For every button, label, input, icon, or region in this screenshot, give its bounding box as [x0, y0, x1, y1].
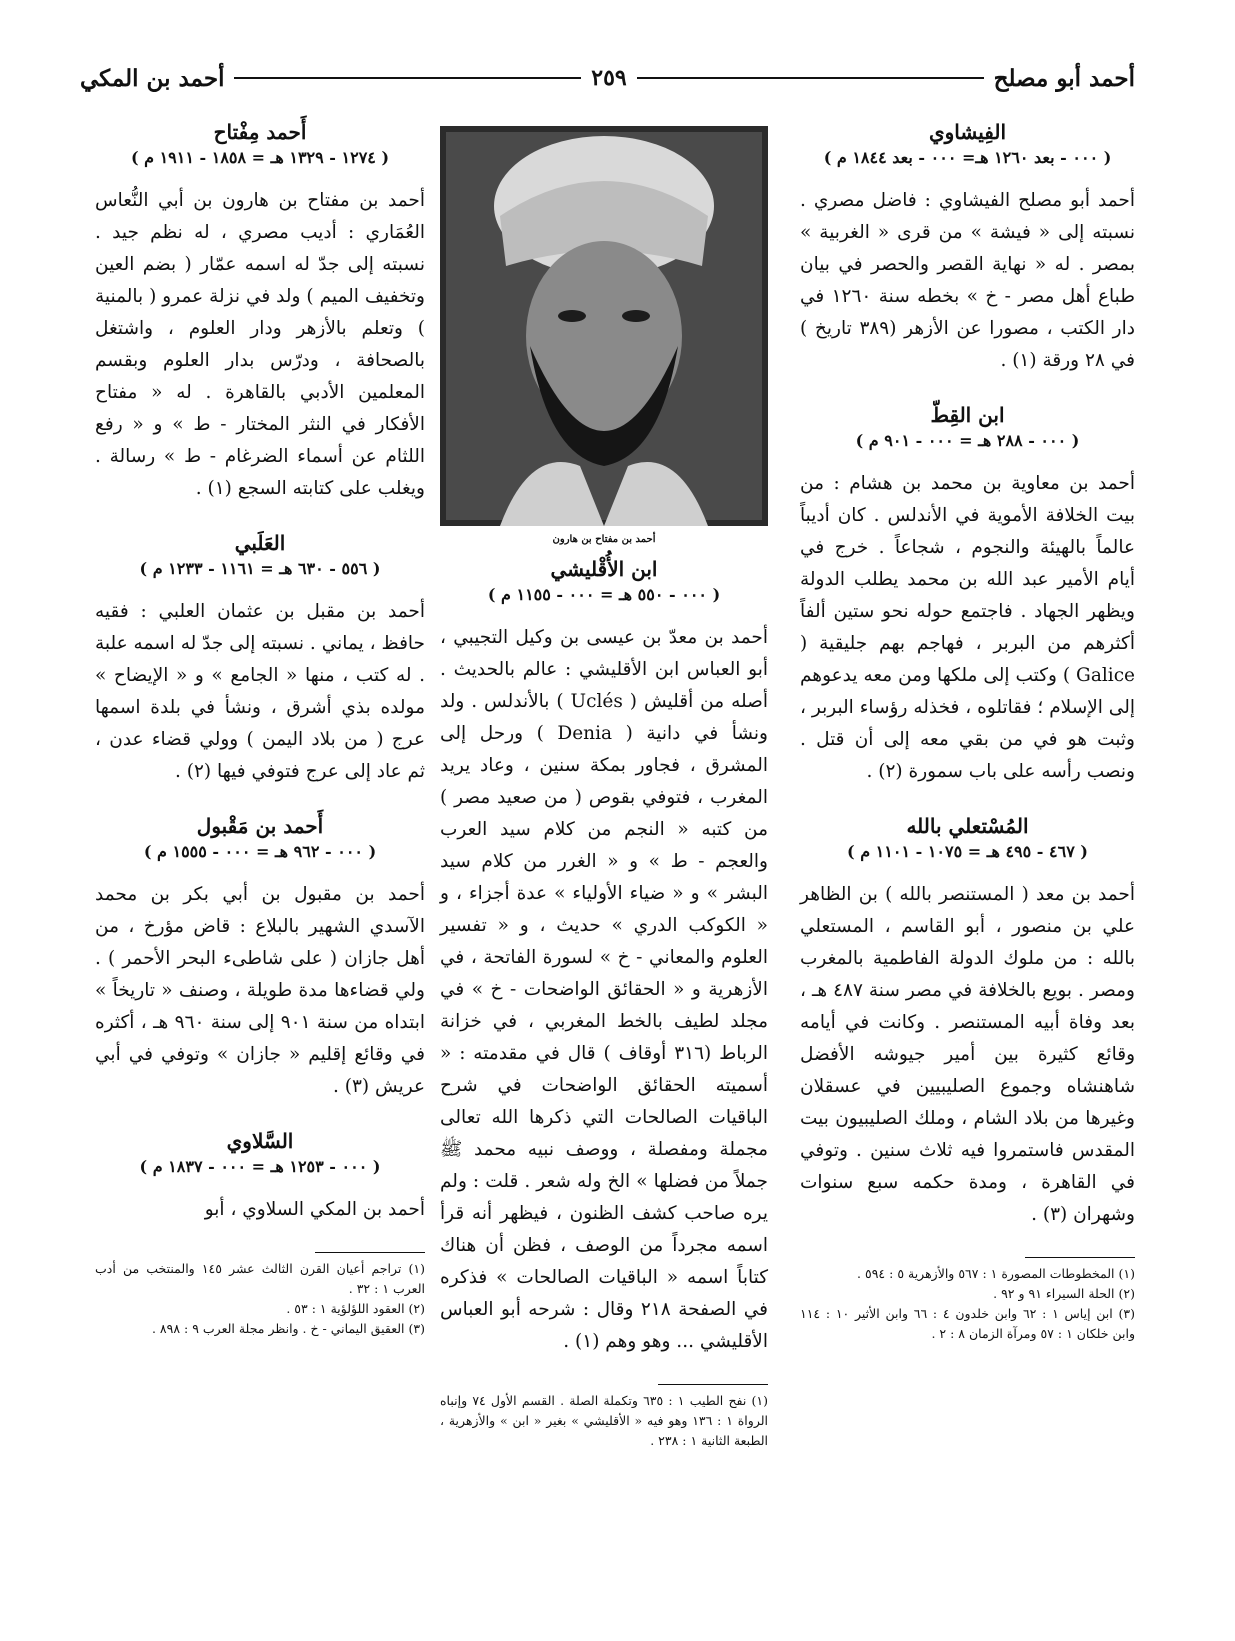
footnote: (٢) العقود اللؤلؤية ١ : ٥٣ . — [286, 1301, 425, 1316]
entry-body: أحمد بن مفتاح بن هارون بن أبي النُّعاس العُمَاري : أديب مصري ، له نظم جيد . نسبته إلى جدّ له اسمه عمّار ( بضم العين وتخفيف الميم ) ولد في نزلة عمرو ( بالمنية ) وتعلم بالأزهر ودار العلوم ، واشتغل بالصحافة ، ودرّس بدار العلوم وبقسم المعلمين الأدبي بالقاهرة . له « مفتاح الأفكار في النثر المختار - ط » و « رفع اللثام عن أسماء الضرغام - ط » رسالة . ويغلب على كتابته السجع (١) . — [95, 190, 425, 499]
portrait-photo — [440, 126, 768, 526]
footnote-rule — [1025, 1257, 1135, 1258]
entry-heading: المُسْتعلي بالله — [906, 814, 1029, 838]
entry — [440, 557, 768, 1358]
header-left-name: أحمد بن المكي — [79, 64, 225, 92]
right-column — [800, 120, 1135, 1344]
left-column — [95, 120, 425, 1339]
entry-dates: ( ٠٠٠ - ٩٦٢ هـ = ٠٠٠ - ١٥٥٥ م ) — [143, 842, 377, 861]
entry — [95, 120, 425, 505]
entry-heading: ابن الأُقْليشي — [550, 557, 658, 581]
entry-dates: ( ٠٠٠ - ٢٨٨ هـ = ٠٠٠ - ٩٠١ م ) — [855, 431, 1080, 450]
entry-heading: السَّلاوي — [226, 1129, 294, 1153]
entry-body: أحمد بن مقبل بن عثمان العلبي : فقيه حافظ ، يماني . نسبته إلى جدّ له اسمه علبة . له كتب ، منها « الجامع » و « الإيضاح » مولده بذي أشرق ، ونشأ في بلدة اسمها عرج ( من بلاد اليمن ) وولي قضاء عدن ، ثم عاد إلى عرج فتوفي فيها (٢) . — [95, 601, 425, 782]
entry-body: أحمد بن مقبول بن أبي بكر بن محمد الآسدي الشهير بالبلاع : قاض مؤرخ ، من أهل جازان ( على شاطىء البحر الأحمر ) . ولي قضاءها مدة طويلة ، وصنف « تاريخاً » ابتداه من سنة ٩٠١ إلى سنة ٩٦٠ هـ ، أكثره في وقائع إقليم « جازان » وتوفي في أبي عريش (٣) . — [95, 884, 425, 1097]
entry — [800, 403, 1135, 788]
photo-caption: أحمد بن مفتاح بن هارون — [552, 534, 656, 545]
entry-dates: ( ٥٥٦ - ٦٣٠ هـ = ١١٦١ - ١٢٣٣ م ) — [139, 559, 381, 578]
entry — [95, 531, 425, 788]
entry-dates: ( ٤٦٧ - ٤٩٥ هـ = ١٠٧٥ - ١١٠١ م ) — [847, 842, 1088, 861]
entry — [800, 814, 1135, 1231]
entry-body: أحمد بن معد ( المستنصر بالله ) بن الظاهر علي بن منصور ، أبو القاسم ، المستعلي بالله : من ملوك الدولة الفاطمية بالمغرب ومصر . بويع بالخلافة في مصر سنة ٤٨٧ هـ ، بعد وفاة أبيه المستنصر . وكانت في أيامه وقائع كثيرة بين أمير جيوشه الأفضل شاهنشاه وجموع الصليبيين في عسقلان وغيرها من بلاد الشام ، وملك الصليبيون بيت المقدس فاستمروا فيه ثلاث سنين . وتوفي في القاهرة ، ومدة حكمه سبع سنوات وشهران (٣) . — [800, 884, 1135, 1225]
entry-body: أحمد أبو مصلح الفيشاوي : فاضل مصري . نسبته إلى « فيشة » من قرى « الغربية » بمصر . له « نهاية القصر والحصر في بيان طباع أهل مصر - خ » بخطه سنة ١٢٦٠ في دار الكتب ، مصورا عن الأزهر (٣٨٩ تاريخ ) في ٢٨ ورقة (١) . — [800, 190, 1135, 371]
header-rule — [234, 77, 581, 79]
entry — [95, 1129, 425, 1226]
footnote-rule — [658, 1384, 768, 1385]
footnote: (١) المخطوطات المصورة ١ : ٥٦٧ والأزهرية ٥ : ٥٩٤ . — [857, 1266, 1135, 1281]
header-rule — [637, 77, 984, 79]
entry — [800, 120, 1135, 377]
entry-heading: العَلَبي — [234, 531, 286, 555]
footnote: (١) تراجم أعيان القرن الثالث عشر ١٤٥ والمنتخب من أدب العرب ١ : ٣٢ . — [95, 1261, 425, 1296]
entry-body: أحمد بن معدّ بن عيسى بن وكيل التجيبي ، أبو العباس ابن الأقليشي : عالم بالحديث . أصله من أقليش ( Uclés ) بالأندلس . ولد ونشأ في دانية ( Denia ) ورحل إلى المشرق ، فجاور بمكة سنين ، وعاد يريد المغرب ، فتوفي بقوص ( من صعيد مصر ) من كتبه « النجم من كلام سيد العرب والعجم - ط » و « الغرر من كلام سيد البشر » و « ضياء الأولياء » عدة أجزاء ، و « الكوكب الدري » حديث ، و « تفسير العلوم والمعاني - خ » لسورة الفاتحة ، في الأزهرية و « الحقائق الواضحات - خ » في مجلد لطيف بالخط المغربي ، في خزانة الرباط (٣١٦ أوقاف ) قال في مقدمته : « أسميته الحقائق الواضحات في شرح الباقيات الصالحات التي ذكرها الله تعالى مجملة ومفصلة ، ووصف نبيه محمد ﷺ جملاً من فضلها » الخ وله شعر . قلت : ولم يره صاحب كشف الظنون ، فيظهر أنه قرأ اسمه مجرداً من الوصف ، فظن أن هناك كتاباً اسمه « الباقيات الصالحات » فذكره في الصفحة ٢١٨ وقال : شرحه أبو العباس الأقليشي ... وهو وهم (١) . — [440, 627, 768, 1352]
header-right-name: أحمد أبو مصلح — [993, 64, 1135, 92]
footnote: (٢) الحلة السيراء ٩١ و ٩٢ . — [993, 1286, 1135, 1301]
entry-dates: ( ٠٠٠ - ٥٥٠ هـ = ٠٠٠ - ١١٥٥ م ) — [487, 585, 721, 604]
footnote-rule — [315, 1252, 425, 1253]
entry-heading: ابن القِطّ — [930, 403, 1005, 427]
footnote: (١) نفح الطيب ١ : ٦٣٥ وتكملة الصلة . القسم الأول ٧٤ وإنباه الرواة ١ : ١٣٦ وهو فيه « الأقليشي » بغير « ابن » والأزهرية ، الطبعة الثانية ١ : ٢٣٨ . — [440, 1393, 768, 1448]
entry-dates: ( ٠٠٠ - بعد ١٢٦٠ هـ= ٠٠٠ - بعد ١٨٤٤ م ) — [823, 148, 1112, 167]
entry-dates: ( ٠٠٠ - ١٢٥٣ هـ = ٠٠٠ - ١٨٣٧ م ) — [139, 1157, 381, 1176]
entry-heading: أَحمد مِفْتاح — [213, 120, 307, 144]
footnote: (٣) العقيق اليماني - خ . وانظر مجلة العرب ٩ : ٨٩٨ . — [151, 1321, 425, 1336]
entry-heading: الفِيشاوي — [928, 120, 1007, 144]
entry — [95, 814, 425, 1103]
entry-heading: أَحمد بن مَقْبول — [196, 814, 324, 838]
middle-column — [440, 120, 768, 1451]
page-number: ٢٥٩ — [591, 65, 627, 91]
entry-body: أحمد بن معاوية بن محمد بن هشام : من بيت الخلافة الأموية في الأندلس . كان أديباً عالماً بالهيئة والنجوم ، شجاعاً . خرج في أيام الأمير عبد الله بن محمد يطلب الدولة ويظهر الجهاد . فاجتمع حوله نحو ستين ألفاً أكثرهم من البربر ، فهاجم بهم جليقية ( Galice ) وكتب إلى ملكها ومن معه يدعوهم إلى الإسلام ؛ فقاتلوه ، فخذله رؤساء البربر ، وثبت هو في من بقي معه إلى أن قتل . ونصب رأسه على باب سمورة (٢) . — [800, 473, 1135, 782]
entry-body: أحمد بن المكي السلاوي ، أبو — [204, 1199, 425, 1220]
entry-dates: ( ١٢٧٤ - ١٣٢٩ هـ = ١٨٥٨ - ١٩١١ م ) — [130, 148, 390, 167]
page-header — [80, 58, 1135, 98]
footnote: (٣) ابن إياس ١ : ٦٢ وابن خلدون ٤ : ٦٦ وابن الأثير ١٠ : ١١٤ وابن خلكان ١ : ٥٧ ومرآة الزمان ٨ : ٢ . — [800, 1306, 1135, 1341]
